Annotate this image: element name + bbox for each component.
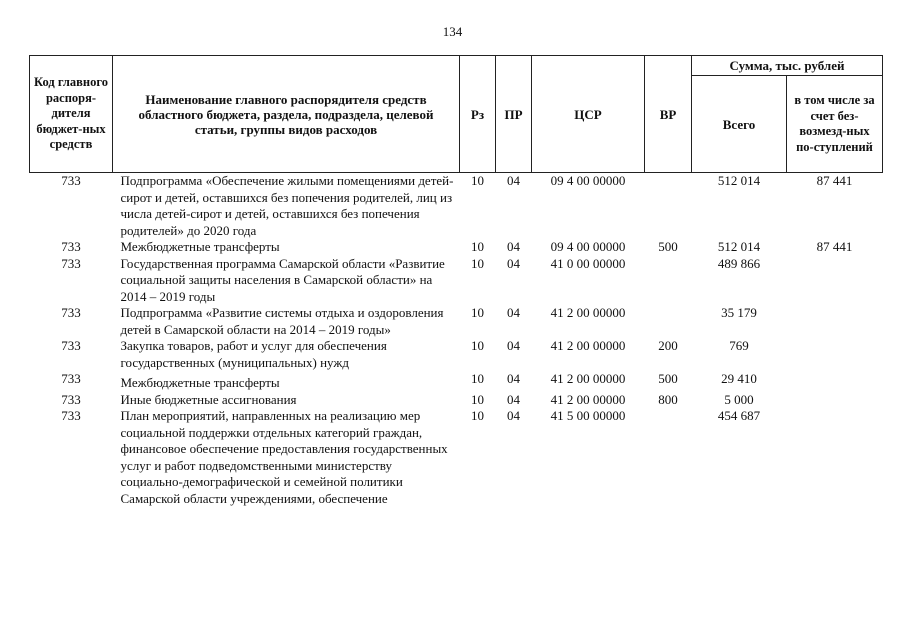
- header-total: Всего: [692, 76, 787, 173]
- cell-code: 733: [61, 391, 81, 407]
- header-code: Код главного распоря-дителя бюджет-ных средств: [30, 56, 113, 173]
- cell-csr: 09 4 00 00000: [550, 239, 626, 254]
- cell-vr: 500: [658, 239, 678, 254]
- cell-csr: 41 2 00 00000: [550, 305, 626, 320]
- cell-free: [787, 408, 883, 507]
- cell-code: 733: [61, 173, 81, 188]
- header-vr: ВР: [645, 56, 692, 173]
- cell-pr: 04: [507, 173, 520, 188]
- cell-code: 733: [61, 408, 81, 423]
- cell-pr: 04: [507, 239, 520, 254]
- cell-total: 5 000: [724, 391, 754, 407]
- cell-csr: 41 0 00 00000: [550, 255, 626, 271]
- cell-total: 35 179: [721, 305, 757, 320]
- cell-free: [787, 371, 883, 392]
- cell-name: Межбюджетные трансферты: [120, 375, 280, 390]
- cell-vr: 800: [658, 391, 678, 407]
- budget-table: [29, 55, 883, 507]
- table-row: [30, 408, 883, 507]
- cell-code: 733: [61, 305, 81, 320]
- cell-pr: 04: [507, 371, 520, 386]
- cell-rz: 10: [471, 391, 484, 407]
- cell-name: Подпрограмма «Развитие системы отдыха и оздоровления детей в Самарской области на 2014 – 2019 годы»: [120, 305, 444, 337]
- cell-name: Иные бюджетные ассигнования: [120, 391, 297, 407]
- cell-name: Межбюджетные трансферты: [120, 239, 280, 254]
- header-pr: ПР: [496, 56, 532, 173]
- cell-pr: 04: [507, 338, 520, 353]
- cell-rz: 10: [471, 173, 484, 188]
- table-row: [30, 256, 883, 306]
- table-row: [30, 305, 883, 338]
- cell-total: 29 410: [721, 371, 757, 386]
- cell-total: 512 014: [717, 239, 761, 254]
- cell-rz: 10: [471, 408, 484, 423]
- table-row: [30, 338, 883, 371]
- cell-free: 87 441: [816, 173, 853, 188]
- cell-rz: 10: [471, 371, 484, 386]
- page-number: 134: [442, 24, 463, 39]
- cell-vr: [645, 305, 692, 338]
- cell-total: 769: [729, 338, 749, 353]
- cell-free: [787, 256, 883, 306]
- cell-vr: 500: [658, 371, 678, 386]
- cell-vr: [645, 256, 692, 306]
- header-sum-group: Сумма, тыс. рублей: [692, 56, 883, 76]
- cell-csr: 41 5 00 00000: [550, 408, 626, 423]
- table-row: [30, 173, 883, 240]
- cell-name: Подпрограмма «Обеспечение жилыми помещениями детей-сирот и детей, оставшихся без попечения родителей, лиц из числа детей-сирот и детей, оставшихся без попечения родителей» до 2020 года: [120, 173, 454, 238]
- cell-free: [787, 305, 883, 338]
- cell-csr: 09 4 00 00000: [550, 173, 626, 188]
- cell-total: 489 866: [717, 255, 761, 271]
- cell-name: Государственная программа Самарской области «Развитие социальной защиты населения в Самарской области» на 2014 – 2019 годы: [120, 255, 445, 304]
- cell-rz: 10: [471, 338, 484, 353]
- cell-free: [787, 338, 883, 371]
- header-rz: Рз: [460, 56, 496, 173]
- table-row: [30, 239, 883, 256]
- cell-code: 733: [61, 338, 81, 353]
- cell-rz: 10: [471, 305, 484, 320]
- cell-name: План мероприятий, направленных на реализацию мер социальной поддержки отдельных категорий граждан, финансовое обеспечение предоставления государственных услуг и работ подведомственными министерству социально-демографической и семейной политики Самарской области учреждениями, обеспечение: [120, 408, 448, 506]
- cell-rz: 10: [471, 239, 484, 254]
- table-row: [30, 392, 883, 409]
- cell-csr: 41 2 00 00000: [550, 391, 626, 407]
- cell-csr: 41 2 00 00000: [550, 338, 626, 353]
- cell-total: 454 687: [717, 408, 761, 423]
- cell-code: 733: [61, 255, 81, 271]
- header-free: в том числе за счет без-возмезд-ных по-ступлений: [787, 76, 883, 173]
- cell-free: 87 441: [816, 239, 853, 254]
- cell-vr: [645, 173, 692, 240]
- cell-name: Закупка товаров, работ и услуг для обеспечения государственных (муниципальных) нужд: [120, 338, 387, 370]
- cell-code: 733: [61, 371, 81, 386]
- cell-csr: 41 2 00 00000: [550, 371, 626, 386]
- cell-free: [787, 392, 883, 409]
- header-csr: ЦСР: [532, 56, 645, 173]
- header-name: Наименование главного распорядителя средств областного бюджета, раздела, подраздела, целевой статьи, группы видов расходов: [113, 56, 460, 173]
- cell-vr: 200: [658, 338, 678, 353]
- cell-pr: 04: [507, 305, 520, 320]
- cell-pr: 04: [507, 255, 520, 271]
- cell-pr: 04: [507, 391, 520, 407]
- cell-code: 733: [61, 239, 81, 254]
- cell-rz: 10: [471, 255, 484, 271]
- cell-total: 512 014: [717, 173, 761, 188]
- cell-vr: [645, 408, 692, 507]
- header-row-1: [30, 56, 883, 76]
- cell-pr: 04: [507, 408, 520, 423]
- table-row: [30, 371, 883, 392]
